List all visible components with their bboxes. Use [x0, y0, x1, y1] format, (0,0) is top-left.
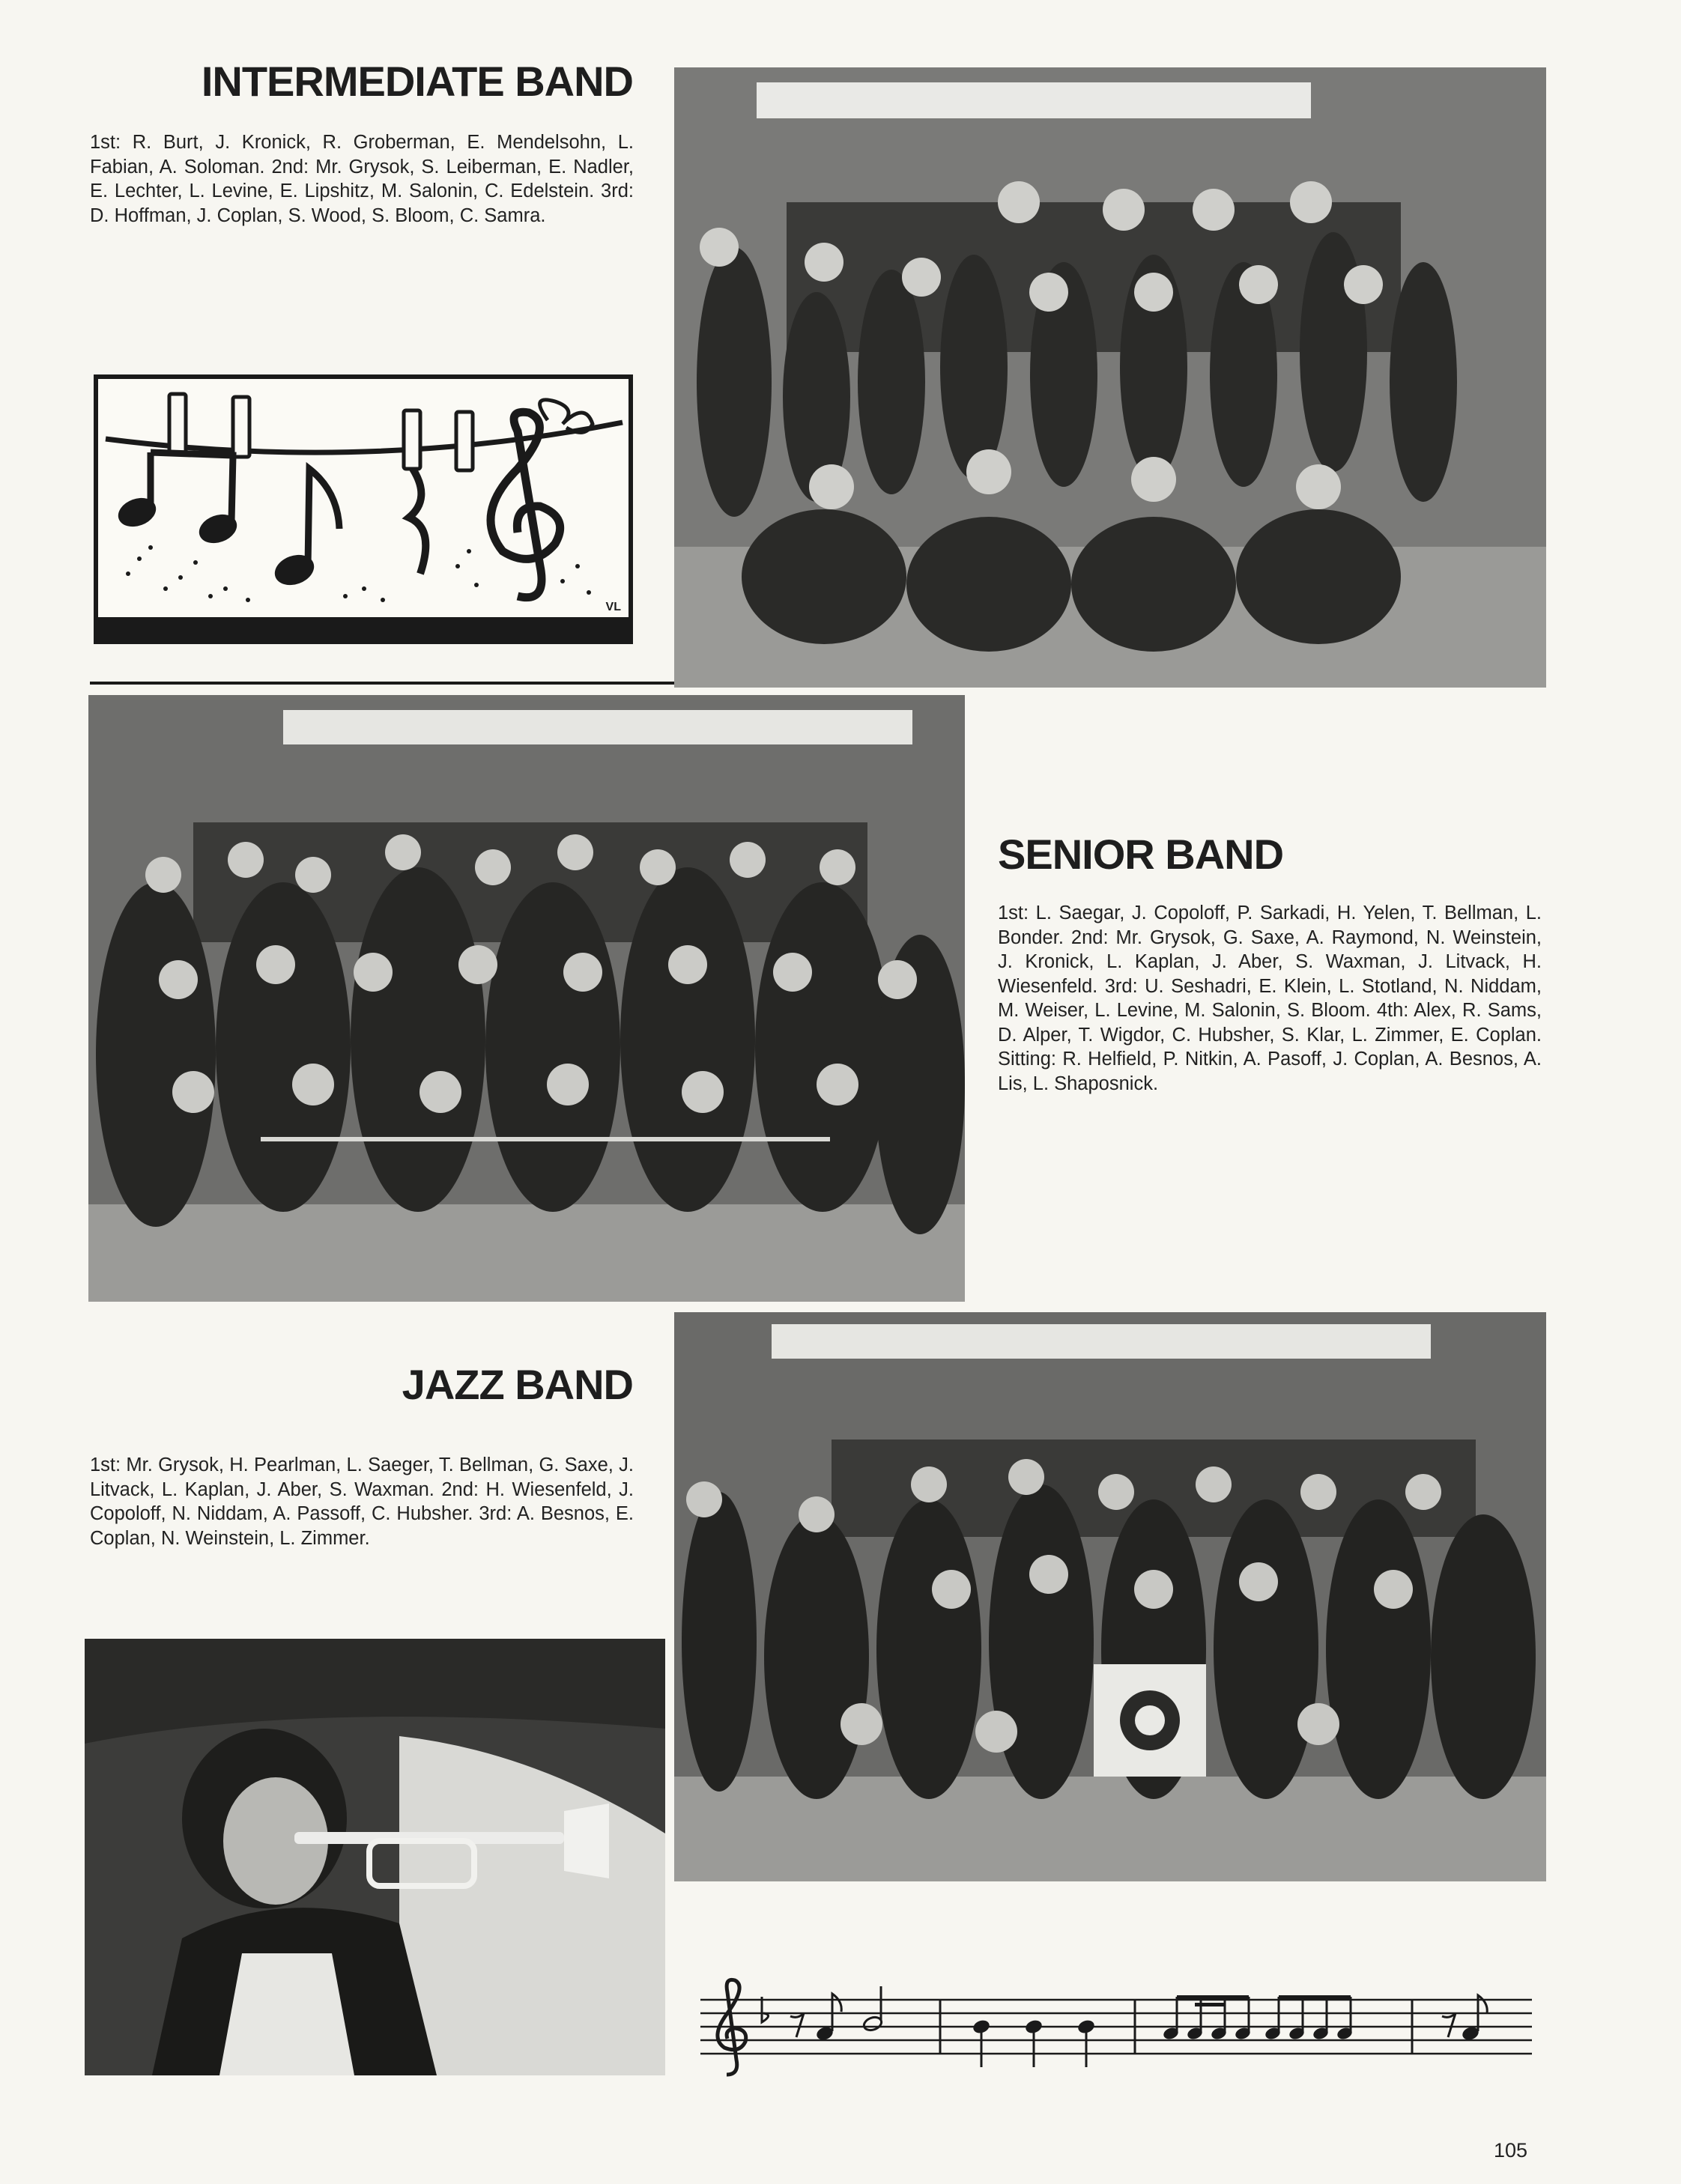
jazz-band-group-photo	[674, 1312, 1546, 1881]
senior-band-caption: 1st: L. Saegar, J. Copoloff, P. Sarkadi, H. Yelen, T. Bellman, L. Bonder. 2nd: Mr. Grysok, G. Saxe, A. Raymond, N. Weinstein, J. Kronick, L. Kaplan, J. Aber, S. Waxman, J. Litvack, H. Wiesenfeld. 3rd: U. Seshadri, E. Klein, L. Stotland, N. Niddam, M. Weiser, L. Levine, M. Salonin, S. Bloom. 4th: Alex, R. Sams, D. Alper, T. Wigdor, C. Hubsher, S. Klar, L. Zimmer, E. Coplan. Sitting: R. Helfield, P. Nitkin, A. Pasoff, J. Coplan, A. Besnos, A. Lis, L. Shaposnick.	[998, 903, 1542, 1094]
jazz-band-heading: JAZZ BAND	[402, 1361, 633, 1408]
clothesline-notes-illustration	[94, 374, 633, 644]
intermediate-band-group-photo	[674, 67, 1546, 688]
page-number: 105	[1494, 2139, 1528, 2162]
trumpet-player-photo	[85, 1639, 665, 2075]
clothesline-music-notes-icon	[98, 379, 629, 640]
section-divider	[90, 682, 674, 685]
jazz-band-caption: 1st: Mr. Grysok, H. Pearlman, L. Saeger, T. Bellman, G. Saxe, J. Litvack, L. Kaplan, J. Aber, S. Waxman. 2nd: H. Wiesenfeld, J. Copoloff, N. Niddam, A. Passoff, C. Hubsher. 3rd: A. Besnos, E. Coplan, N. Weinstein, L. Zimmer.	[90, 1455, 634, 1549]
senior-band-group-photo	[88, 695, 965, 1302]
intermediate-band-caption: 1st: R. Burt, J. Kronick, R. Groberman, E. Mendelsohn, L. Fabian, A. Soloman. 2nd: Mr. Grysok, S. Leiberman, E. Nadler, E. Lechter, L. Levine, E. Lipshitz, M. Salonin, C. Edelstein. 3rd: D. Hoffman, J. Coplan, S. Wood, S. Bloom, C. Samra.	[90, 132, 634, 226]
music-staff-icon	[693, 1970, 1539, 2082]
illustration-signature: VL	[605, 601, 621, 613]
intermediate-band-heading: INTERMEDIATE BAND	[201, 58, 633, 105]
senior-band-heading: SENIOR BAND	[998, 831, 1284, 878]
music-staff-decoration	[693, 1970, 1539, 2082]
